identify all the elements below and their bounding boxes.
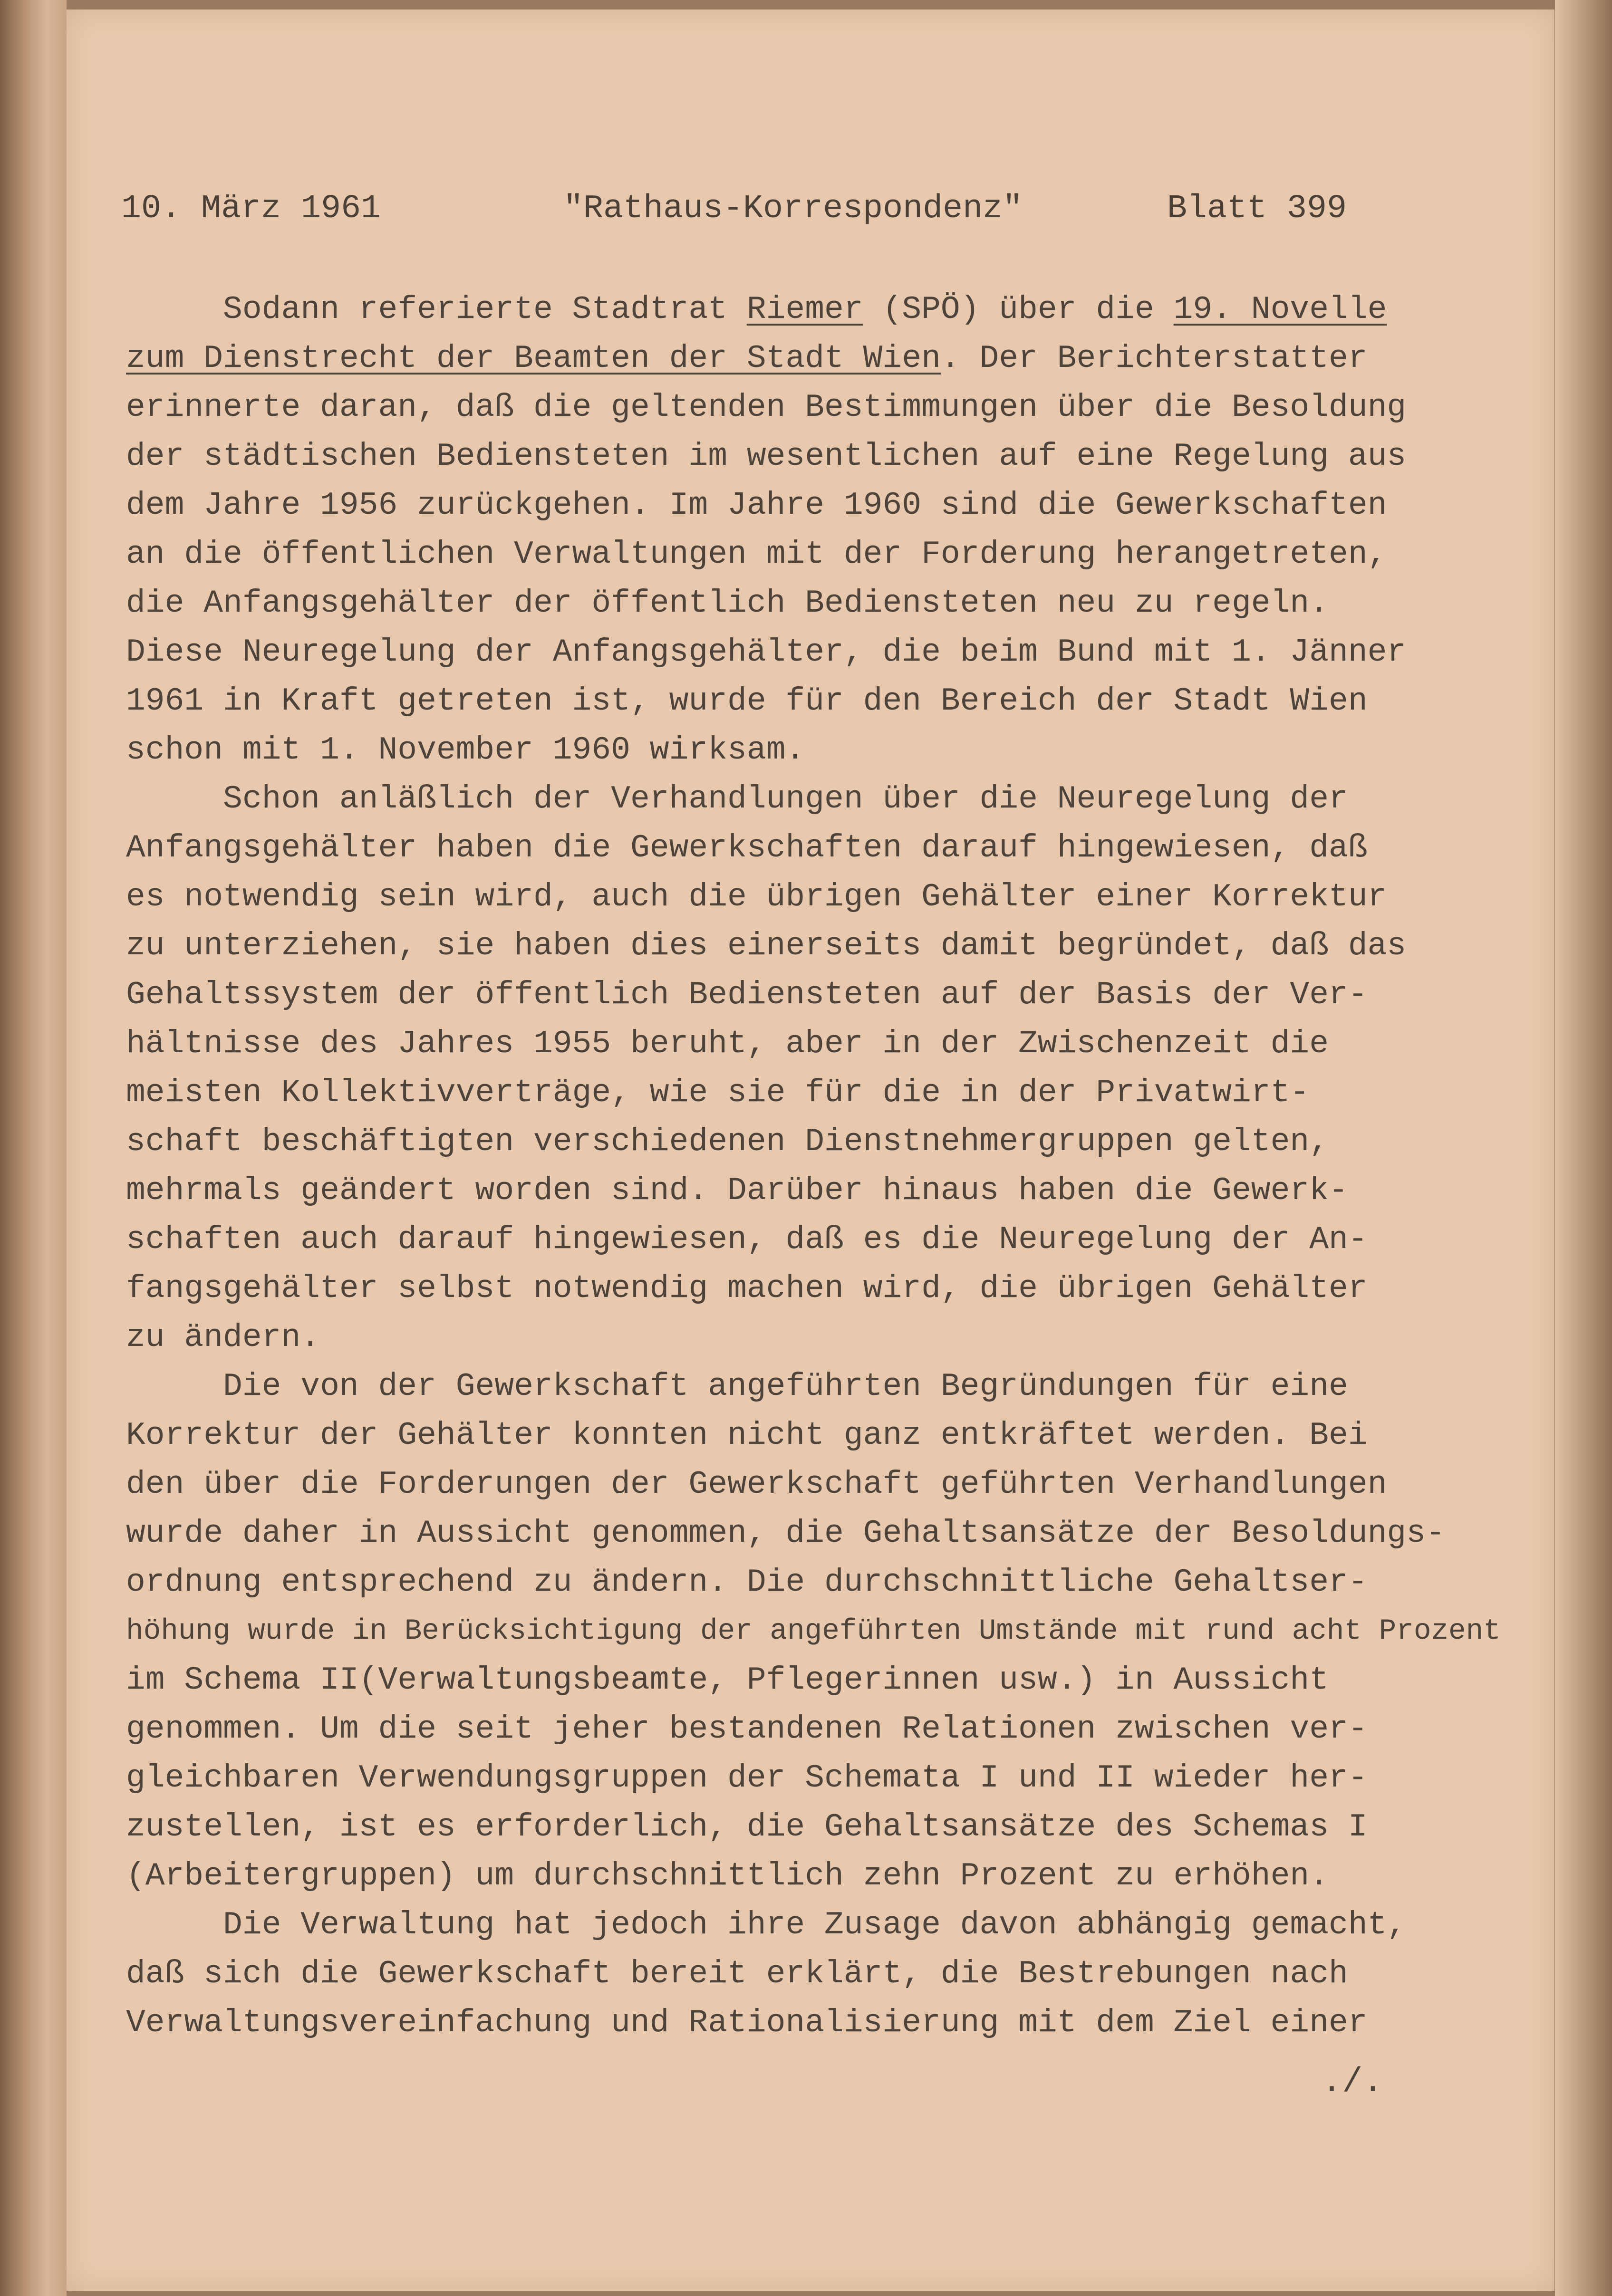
text-line: höhung wurde in Berücksichtigung der angeführten Umstände mit rund acht Prozent [126,1615,1501,1648]
text-line: 1961 in Kraft getreten ist, wurde für den Bereich der Stadt Wien [126,683,1368,720]
header-date: 10. März 1961 [121,190,381,228]
text-line: zum Dienstrecht der Beamten der Stadt Wien. Der Berichterstatter [126,340,1368,377]
text-line: Verwaltungsvereinfachung und Rationalisierung mit dem Ziel einer [126,2005,1368,2041]
text-line: zu unterziehen, sie haben dies einerseits damit begründet, daß das [126,928,1407,964]
document-page [67,10,1554,2291]
text-line: (Arbeitergruppen) um durchschnittlich zehn Prozent zu erhöhen. [126,1858,1329,1894]
text-line: die Anfangsgehälter der öffentlich Bediensteten neu zu regeln. [126,585,1329,622]
text-line: hältnisse des Jahres 1955 beruht, aber in der Zwischenzeit die [126,1026,1329,1062]
text-line: schon mit 1. November 1960 wirksam. [126,732,805,769]
text-line: gleichbaren Verwendungsgruppen der Schemata I und II wieder her- [126,1760,1368,1796]
text-line: Sodann referierte Stadtrat Riemer (SPÖ) über die 19. Novelle [126,291,1387,328]
text-line: Schon anläßlich der Verhandlungen über die Neuregelung der [126,781,1348,817]
text-line: Die Verwaltung hat jedoch ihre Zusage davon abhängig gemacht, [126,1907,1407,1943]
text-line: schaften auch darauf hingewiesen, daß es die Neuregelung der An- [126,1221,1368,1258]
header-title: "Rathaus-Korrespondenz" [563,190,1023,228]
header-page-number: Blatt 399 [1167,190,1347,228]
continuation-mark: ./. [1322,2063,1383,2102]
left-page-edge [0,0,67,2296]
text-line: wurde daher in Aussicht genommen, die Gehaltsansätze der Besoldungs- [126,1515,1445,1552]
text-line: den über die Forderungen der Gewerkschaft geführten Verhandlungen [126,1466,1387,1503]
text-line: es notwendig sein wird, auch die übrigen Gehälter einer Korrektur [126,879,1387,915]
text-line: im Schema II(Verwaltungsbeamte, Pflegerinnen usw.) in Aussicht [126,1662,1329,1699]
text-line: Gehaltssystem der öffentlich Bediensteten auf der Basis der Ver- [126,977,1368,1013]
body-text [126,285,1528,2047]
text-line: zu ändern. [126,1319,320,1356]
text-line: Anfangsgehälter haben die Gewerkschaften darauf hingewiesen, daß [126,830,1368,866]
text-line: an die öffentlichen Verwaltungen mit der Forderung herangetreten, [126,536,1387,573]
text-line: zustellen, ist es erforderlich, die Gehaltsansätze des Schemas I [126,1809,1368,1845]
text-line: ordnung entsprechend zu ändern. Die durchschnittliche Gehaltser- [126,1564,1368,1601]
text-line: mehrmals geändert worden sind. Darüber hinaus haben die Gewerk- [126,1172,1348,1209]
speaker-name: Riemer [746,291,863,328]
text-line: schaft beschäftigten verschiedenen Dienstnehmergruppen gelten, [126,1124,1329,1160]
page-header [121,190,1405,233]
text-line: meisten Kollektivverträge, wie sie für die in der Privatwirt- [126,1075,1310,1111]
right-page-edge [1555,0,1612,2296]
text-line: der städtischen Bediensteten im wesentlichen auf eine Regelung aus [126,438,1407,475]
text-line: Diese Neuregelung der Anfangsgehälter, die beim Bund mit 1. Jänner [126,634,1407,671]
subject-title-continued: zum Dienstrecht der Beamten der Stadt Wien [126,340,941,377]
text-line: fangsgehälter selbst notwendig machen wird, die übrigen Gehälter [126,1270,1368,1307]
text-line: dem Jahre 1956 zurückgehen. Im Jahre 1960 sind die Gewerkschaften [126,487,1387,524]
text-line: Korrektur der Gehälter konnten nicht ganz entkräftet werden. Bei [126,1417,1368,1454]
subject-title: 19. Novelle [1173,291,1387,328]
text-line: Die von der Gewerkschaft angeführten Begründungen für eine [126,1368,1348,1405]
text-line: erinnerte daran, daß die geltenden Bestimmungen über die Besoldung [126,389,1407,426]
text-line: genommen. Um die seit jeher bestandenen Relationen zwischen ver- [126,1711,1368,1748]
text-line: daß sich die Gewerkschaft bereit erklärt, die Bestrebungen nach [126,1956,1348,1992]
